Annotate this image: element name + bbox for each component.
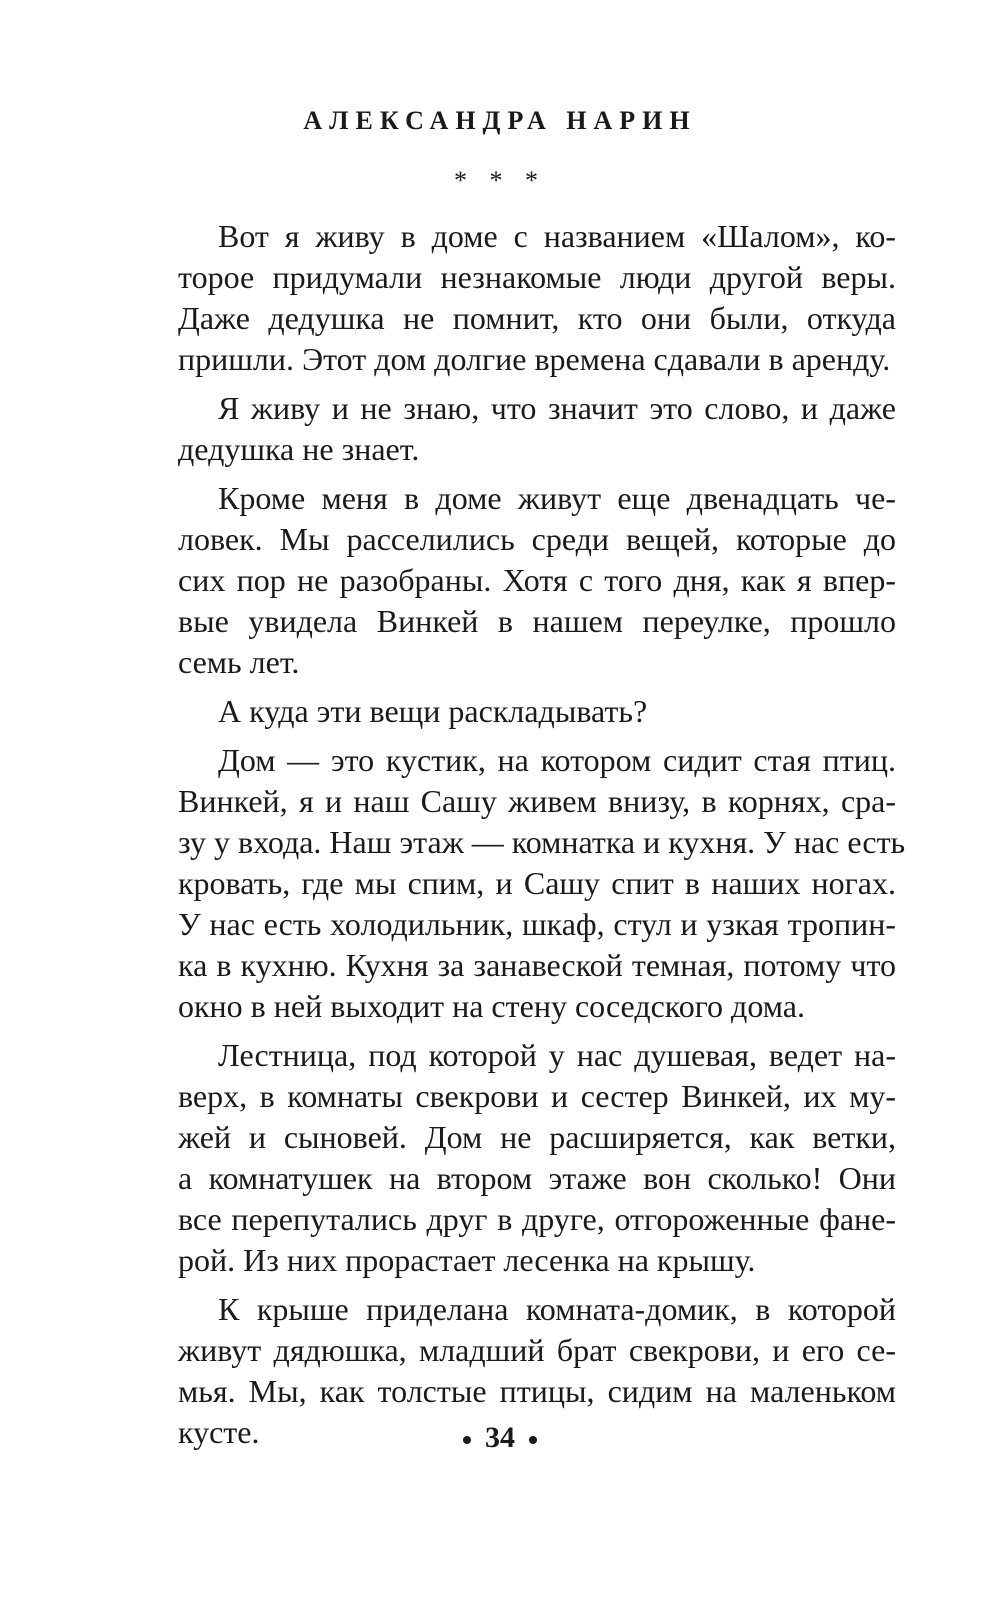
text-line: все перепутались друг в друге, отгороженные фане-	[178, 1201, 896, 1237]
text-line: сих пор не разобраны. Хотя с того дня, как я впер-	[178, 562, 896, 598]
text-line: кусте.	[178, 1414, 260, 1450]
text-line: дедушка не знает.	[178, 431, 420, 467]
section-separator: * * *	[454, 166, 546, 195]
text-line: пришли. Этот дом долгие времена сдавали в аренду.	[178, 341, 891, 377]
text-line: жей и сыновей. Дом не расширяется, как ветки,	[178, 1119, 896, 1155]
text-line: а комнатушек на втором этаже вон сколько! Они	[178, 1160, 896, 1196]
text-line: К крыше приделана комната-домик, в которой	[218, 1291, 896, 1327]
text-line: Дом — это кустик, на котором сидит стая птиц.	[218, 742, 896, 778]
text-line: окно в ней выходит на стену соседского дома.	[178, 988, 805, 1024]
text-line: Даже дедушка не помнит, кто они были, откуда	[178, 300, 896, 336]
text-line: вые увидела Винкей в нашем переулке, прошло	[178, 603, 896, 639]
text-line: Вот я живу в доме с названием «Шалом», ко-	[218, 218, 896, 254]
text-line: верх, в комнаты свекрови и сестер Винкей, их му-	[178, 1078, 896, 1114]
paragraph	[178, 1035, 896, 1281]
paragraph	[178, 691, 896, 732]
text-line: Лестница, под которой у нас душевая, ведет на-	[218, 1037, 896, 1073]
text-line: кровать, где мы спим, и Сашу спит в наших ногах.	[178, 865, 896, 901]
paragraph	[178, 740, 906, 1027]
bullet-left-icon	[463, 1436, 471, 1444]
text-line: Кроме меня в доме живут еще двенадцать че-	[218, 480, 896, 516]
bullet-right-icon	[529, 1436, 537, 1444]
text-line: Винкей, я и наш Сашу живем внизу, в корнях, сра-	[178, 783, 896, 819]
text-line: У нас есть холодильник, шкаф, стул и узкая тропин-	[178, 906, 896, 942]
text-line: зу у входа. Наш этаж — комнатка и кухня. У нас есть	[178, 824, 906, 860]
paragraph	[178, 216, 896, 380]
text-line: А куда эти вещи раскладывать?	[218, 693, 648, 729]
text-line: торое придумали незнакомые люди другой веры.	[178, 259, 896, 295]
body-text	[178, 216, 906, 1461]
page-footer	[0, 1420, 1000, 1456]
page-number: 34	[485, 1421, 515, 1454]
text-line: мья. Мы, как толстые птицы, сидим на маленьком	[178, 1373, 896, 1409]
text-line: рой. Из них прорастает лесенка на крышу.	[178, 1242, 756, 1278]
text-line: ка в кухню. Кухня за занавеской темная, потому что	[178, 947, 896, 983]
text-line: живут дядюшка, младший брат свекрови, и его се-	[178, 1332, 896, 1368]
paragraph	[178, 478, 896, 683]
text-line: ловек. Мы расселились среди вещей, которые до	[178, 521, 896, 557]
paragraph	[178, 388, 896, 470]
text-line: семь лет.	[178, 644, 300, 680]
text-line: Я живу и не знаю, что значит это слово, и даже	[218, 390, 896, 426]
running-header-author: АЛЕКСАНДРА НАРИН	[303, 106, 697, 135]
